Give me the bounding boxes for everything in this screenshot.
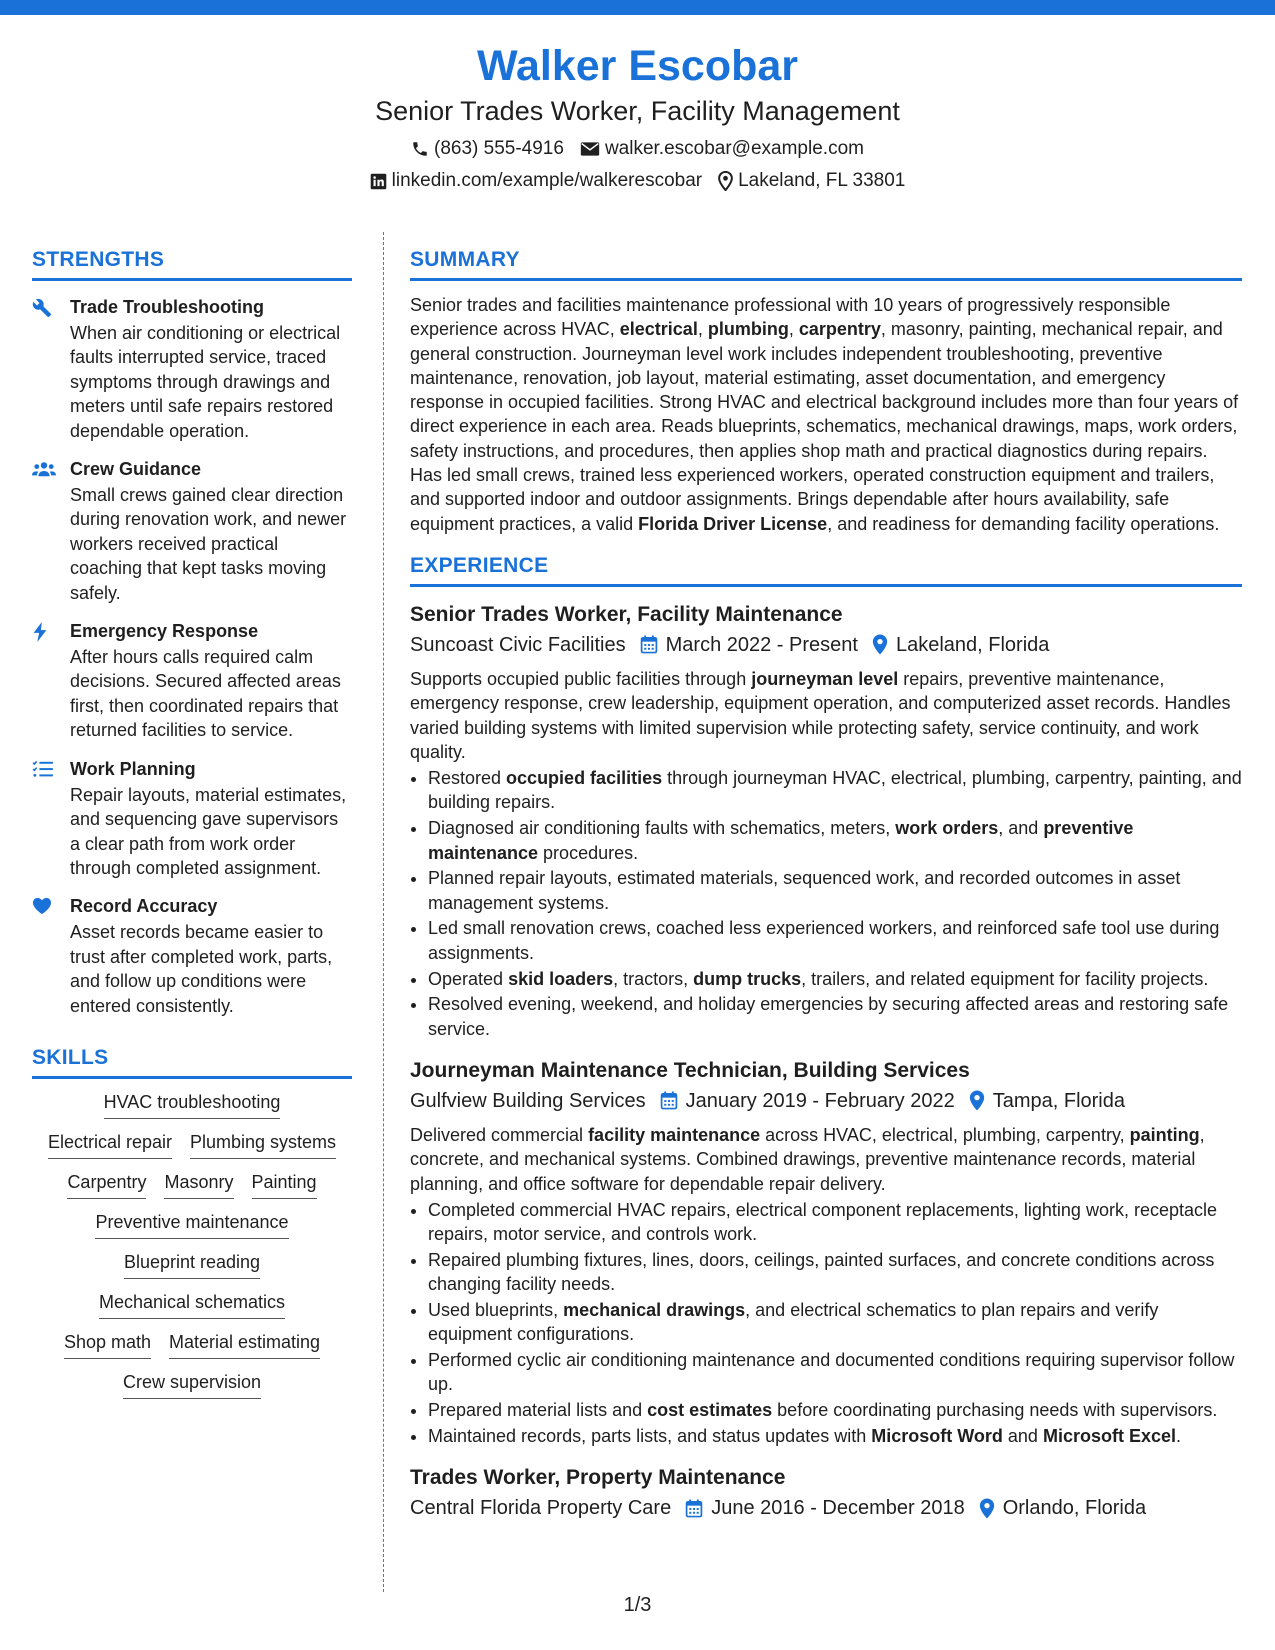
- skills-list: [32, 1090, 352, 1399]
- bullet-item: [428, 1248, 1242, 1297]
- right-column: [410, 246, 1242, 1522]
- resume-header: [0, 40, 1275, 194]
- strength-item: [32, 894, 352, 1018]
- strength-item: [32, 457, 352, 605]
- skill-tag: Preventive maintenance: [95, 1210, 288, 1239]
- bold-text: mechanical drawings: [563, 1300, 746, 1320]
- bullet-item: [428, 816, 1242, 865]
- strength-desc: Repair layouts, material estimates, and sequencing gave supervisors a clear path from work order through completed assignment.: [70, 784, 347, 878]
- skill-tag: Mechanical schematics: [99, 1290, 285, 1319]
- job-location: Orlando, Florida: [1002, 1497, 1147, 1520]
- strength-item: [32, 757, 352, 881]
- skill-row: [32, 1370, 352, 1399]
- bold-text: Microsoft Excel: [1042, 1425, 1176, 1446]
- skill-tag: Masonry: [164, 1170, 233, 1199]
- text-run: , masonry, painting, mechanical repair, and general construction. Journeyman level work includes independent troubleshooting, preventive maintenance, renovation, job layout, material estimating, asset documentation, and emergency response in occupied facilities. Strong HVAC and electrical background includes more than four years of direct experience in each area. Reads blueprints, schematics, mechanical drawings, maps, work orders, safety instructions, and procedures, then applies shop math and practical diagnostics during repairs. Has led small crews, trained less experienced workers, operated construction equipment and trailers, and supported indoor and outdoor assignments. Brings dependable after hours availability, safe equipment practices, a valid: [410, 319, 1239, 534]
- text-run: Diagnosed air conditioning faults with schematics, meters,: [428, 818, 896, 839]
- bullet-item: [428, 1348, 1242, 1397]
- strength-desc: Asset records became easier to trust after completed work, parts, and follow up conditions were entered consistently.: [70, 922, 333, 1016]
- linkedin-text[interactable]: linkedin.com/example/walkerescobar: [391, 170, 703, 191]
- job-bullets: [410, 766, 1242, 1041]
- contact-row-2: [0, 168, 1275, 194]
- bold-text: occupied facilities: [506, 768, 663, 789]
- bold-text: carpentry: [798, 319, 881, 340]
- experience-list: [410, 601, 1242, 1522]
- job-dates: June 2016 - December 2018: [711, 1497, 965, 1520]
- bold-text: electrical: [619, 319, 698, 340]
- bold-text: Florida Driver License: [638, 513, 828, 534]
- linkedin-icon: [370, 173, 387, 190]
- calendar-icon: [685, 1499, 703, 1518]
- skill-tag: Material estimating: [169, 1330, 320, 1359]
- text-run: , and electrical schematics to plan repairs and verify equipment configurations.: [428, 1300, 1159, 1345]
- bullet-item: [428, 1298, 1242, 1347]
- job-title: Senior Trades Worker, Facility Maintenance: [410, 602, 843, 626]
- strength-desc: Small crews gained clear direction during renovation work, and newer workers received practical coaching that kept tasks moving safely.: [70, 485, 347, 603]
- phone-text[interactable]: (863) 555-4916: [434, 138, 564, 159]
- bullet-item: [428, 1198, 1242, 1247]
- company-name: Gulfview Building Services: [410, 1089, 646, 1112]
- text-run: Operated: [428, 968, 509, 989]
- bold-text: painting: [1129, 1124, 1200, 1145]
- summary-text: [410, 293, 1242, 536]
- text-run: Resolved evening, weekend, and holiday emergencies by securing affected areas and restoring safe service.: [428, 994, 1229, 1039]
- text-run: Restored: [428, 768, 507, 789]
- contact-location: [718, 168, 905, 194]
- candidate-name: Walker Escobar: [476, 42, 799, 90]
- page-number: 1/3: [623, 1594, 652, 1616]
- text-run: before coordinating purchasing needs with supervisors.: [772, 1400, 1218, 1421]
- text-run: , concrete, and mechanical systems. Combined drawings, preventive maintenance records, material planning, and office software for dependable repair delivery.: [410, 1124, 1205, 1194]
- job-meta: [410, 631, 1242, 659]
- text-run: Prepared material lists and: [428, 1400, 648, 1421]
- wrench-icon: [32, 298, 52, 318]
- strength-title: Crew Guidance: [70, 459, 202, 480]
- text-run: ,: [788, 319, 799, 340]
- strength-title: Emergency Response: [70, 621, 259, 642]
- text-run: Performed cyclic air conditioning maintenance and documented conditions requiring supervisor follow up.: [428, 1350, 1235, 1395]
- skill-row: [32, 1170, 352, 1199]
- text-run: ,: [697, 319, 708, 340]
- map-pin-icon: [872, 634, 888, 655]
- skill-row: [32, 1090, 352, 1119]
- bold-text: skid loaders: [508, 968, 614, 989]
- bold-text: preventive maintenance: [428, 818, 1134, 863]
- left-column: [32, 246, 352, 1399]
- bullet-item: [428, 916, 1242, 965]
- contact-linkedin: [370, 168, 702, 194]
- strength-title: Trade Troubleshooting: [70, 297, 265, 317]
- strength-desc: After hours calls required calm decisions. Secured affected areas first, then coordinated repairs that returned facilities to service.: [70, 647, 341, 741]
- checklist-icon: [32, 760, 54, 778]
- text-run: across HVAC, electrical, plumbing, carpentry,: [760, 1124, 1130, 1145]
- text-run: , and: [998, 818, 1044, 839]
- job-dates: March 2022 - Present: [665, 633, 858, 656]
- bold-text: Microsoft Word: [871, 1425, 1003, 1446]
- skill-tag: Carpentry: [67, 1170, 146, 1199]
- text-run: procedures.: [538, 842, 639, 863]
- bold-text: plumbing: [707, 319, 789, 340]
- job-meta: [410, 1494, 1242, 1522]
- bullet-item: [428, 766, 1242, 815]
- column-divider: [383, 232, 384, 1592]
- job-entry: [410, 1057, 1242, 1448]
- candidate-title: Senior Trades Worker, Facility Management: [375, 96, 900, 126]
- bold-text: journeyman level: [751, 668, 899, 689]
- job-location: Tampa, Florida: [992, 1089, 1125, 1112]
- skill-tag: Painting: [252, 1170, 317, 1199]
- text-run: through journeyman HVAC, electrical, plumbing, carpentry, painting, and building repairs.: [428, 768, 1242, 813]
- text-run: Supports occupied public facilities through: [410, 668, 752, 689]
- text-run: Senior trades and facilities maintenance professional with 10 years of progressively responsible experience across HVAC,: [410, 295, 1171, 340]
- bullet-item: [428, 1424, 1242, 1448]
- job-dates: January 2019 - February 2022: [685, 1089, 955, 1112]
- text-run: repairs, preventive maintenance, emergency response, crew leadership, equipment operation, and computerized asset records. Handles varied building systems with limited supervision while protecting safety, service continuity, and work quality.: [410, 668, 1231, 762]
- lightning-icon: [32, 622, 48, 642]
- location-text: Lakeland, FL 33801: [738, 170, 906, 191]
- bold-text: work orders: [895, 818, 999, 839]
- calendar-icon: [660, 1091, 678, 1110]
- skill-tag: Plumbing systems: [190, 1130, 336, 1159]
- skill-row: [32, 1250, 352, 1279]
- company-name: Central Florida Property Care: [410, 1497, 672, 1520]
- bold-text: dump trucks: [693, 968, 802, 989]
- contact-phone: [411, 136, 564, 162]
- bold-text: cost estimates: [647, 1400, 773, 1421]
- text-run: Repaired plumbing fixtures, lines, doors, ceilings, painted surfaces, and concrete conditions across changing facility needs.: [428, 1249, 1215, 1295]
- job-title: Journeyman Maintenance Technician, Building Services: [410, 1058, 970, 1082]
- summary-heading: SUMMARY: [410, 246, 1242, 281]
- text-run: , and readiness for demanding facility operations.: [827, 513, 1220, 534]
- calendar-icon: [640, 635, 658, 654]
- experience-heading: EXPERIENCE: [410, 552, 1242, 587]
- skill-tag: Electrical repair: [48, 1130, 172, 1159]
- map-pin-icon: [718, 171, 733, 191]
- map-pin-icon: [979, 1498, 995, 1519]
- job-bullets: [410, 1198, 1242, 1448]
- strength-title: Record Accuracy: [70, 896, 218, 917]
- job-meta: [410, 1087, 1242, 1115]
- text-run: Completed commercial HVAC repairs, electrical component replacements, lighting work, receptacle repairs, motor service, and controls work.: [428, 1199, 1217, 1245]
- skill-row: [32, 1290, 352, 1319]
- skills-heading: SKILLS: [32, 1044, 352, 1079]
- skill-tag: Shop math: [64, 1330, 151, 1359]
- text-run: .: [1176, 1425, 1182, 1446]
- job-description: [410, 1123, 1242, 1196]
- job-location: Lakeland, Florida: [895, 633, 1050, 656]
- skill-row: [32, 1130, 352, 1159]
- text-run: Maintained records, parts lists, and status updates with: [428, 1425, 872, 1446]
- users-icon: [32, 460, 56, 478]
- top-accent-bar: [0, 0, 1275, 15]
- text-run: and: [1002, 1425, 1043, 1446]
- text-run: Led small renovation crews, coached less experienced workers, and reinforced safe tool use during assignments.: [428, 918, 1220, 963]
- map-pin-icon: [969, 1090, 985, 1111]
- text-run: , tractors,: [613, 968, 694, 989]
- job-title: Trades Worker, Property Maintenance: [410, 1466, 786, 1490]
- text-run: , trailers, and related equipment for facility projects.: [801, 968, 1209, 989]
- skill-tag: Crew supervision: [123, 1370, 261, 1399]
- text-run: Planned repair layouts, estimated materials, sequenced work, and recorded outcomes in asset management systems.: [428, 868, 1181, 913]
- job-description: [410, 667, 1242, 764]
- strengths-heading: STRENGTHS: [32, 246, 352, 281]
- contact-row-1: [0, 136, 1275, 162]
- bold-text: facility maintenance: [588, 1124, 761, 1145]
- job-entry: [410, 601, 1242, 1041]
- phone-icon: [411, 140, 429, 158]
- strength-item: [32, 619, 352, 743]
- bullet-item: [428, 967, 1242, 991]
- envelope-icon: [580, 141, 600, 157]
- email-text[interactable]: walker.escobar@example.com: [604, 138, 864, 159]
- strength-item: [32, 295, 352, 443]
- skill-row: [32, 1210, 352, 1239]
- bullet-item: [428, 1398, 1242, 1422]
- contact-email: [580, 136, 864, 162]
- strength-title: Work Planning: [70, 758, 196, 779]
- text-run: Used blueprints,: [428, 1300, 564, 1320]
- strength-desc: When air conditioning or electrical faults interrupted service, traced symptoms through drawings and meters until safe repairs restored dependable operation.: [70, 323, 341, 441]
- bullet-item: [428, 866, 1242, 915]
- job-entry: [410, 1464, 1242, 1522]
- skill-tag: Blueprint reading: [124, 1250, 260, 1279]
- skill-row: [32, 1330, 352, 1359]
- heart-icon: [32, 897, 52, 915]
- text-run: Delivered commercial: [410, 1124, 589, 1145]
- bullet-item: [428, 992, 1242, 1041]
- company-name: Suncoast Civic Facilities: [410, 633, 626, 656]
- skill-tag: HVAC troubleshooting: [104, 1090, 281, 1119]
